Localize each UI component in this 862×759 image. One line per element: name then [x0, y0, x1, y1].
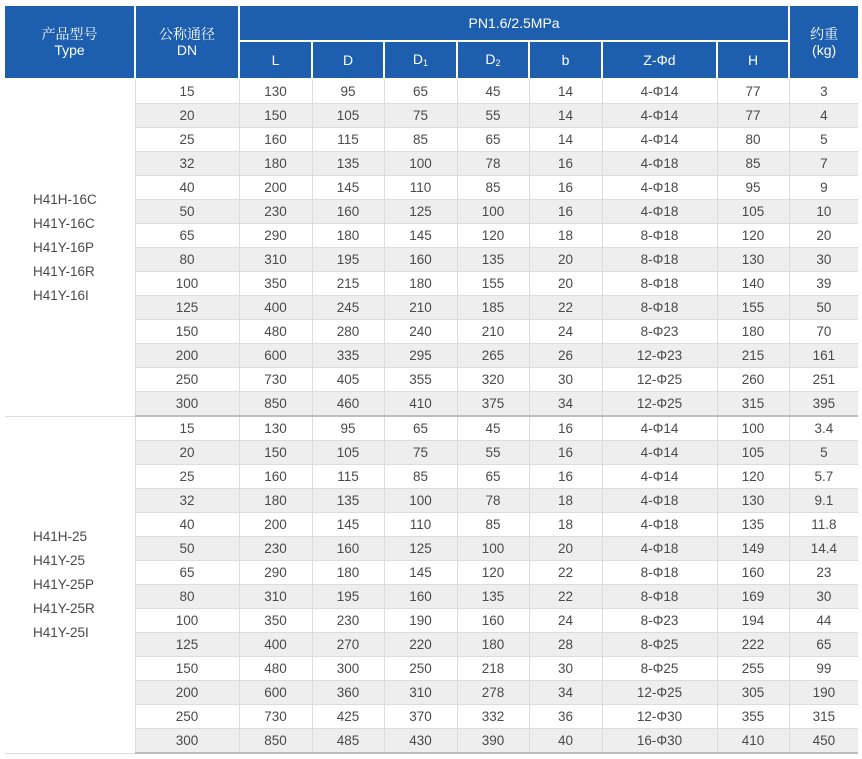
- table-cell: 120: [457, 561, 529, 585]
- table-cell: 14: [529, 79, 602, 104]
- table-cell: 155: [717, 296, 789, 320]
- table-cell: 300: [135, 392, 239, 417]
- table-cell: 20: [135, 104, 239, 128]
- table-cell: 222: [717, 633, 789, 657]
- table-cell: 70: [789, 320, 858, 344]
- table-cell: 125: [384, 537, 457, 561]
- header-col-d: [312, 41, 384, 79]
- table-cell: 180: [312, 224, 384, 248]
- table-cell: 9.1: [789, 489, 858, 513]
- table-cell: 65: [384, 79, 457, 104]
- table-body: [5, 79, 858, 753]
- table-cell: 8-Φ18: [602, 585, 717, 609]
- table-cell: 78: [457, 489, 529, 513]
- table-cell: 160: [717, 561, 789, 585]
- table-cell: 34: [529, 681, 602, 705]
- table-cell: 149: [717, 537, 789, 561]
- table-cell: 180: [457, 633, 529, 657]
- table-cell: 20: [529, 248, 602, 272]
- table-cell: 110: [384, 513, 457, 537]
- table-cell: 200: [239, 176, 312, 200]
- table-cell: 24: [529, 320, 602, 344]
- header-pressure: PN1.6/2.5MPa: [239, 6, 789, 41]
- table-cell: 350: [239, 609, 312, 633]
- table-cell: 30: [789, 248, 858, 272]
- table-cell: 135: [312, 489, 384, 513]
- table-cell: 180: [239, 152, 312, 176]
- table-cell: 200: [135, 344, 239, 368]
- header-type: [5, 6, 135, 79]
- table-cell: 105: [312, 441, 384, 465]
- table-cell: 44: [789, 609, 858, 633]
- table-cell: 360: [312, 681, 384, 705]
- table-cell: 350: [239, 272, 312, 296]
- table-cell: 850: [239, 729, 312, 754]
- table-cell: 135: [717, 513, 789, 537]
- table-cell: 85: [457, 176, 529, 200]
- model-type-label: H41H-25: [33, 528, 88, 544]
- table-cell: 250: [384, 657, 457, 681]
- table-cell: 100: [457, 537, 529, 561]
- table-cell: 23: [789, 561, 858, 585]
- table-cell: 335: [312, 344, 384, 368]
- table-cell: 12-Φ25: [602, 368, 717, 392]
- table-cell: 130: [717, 248, 789, 272]
- header-dn-cn: 公称通径: [159, 26, 215, 42]
- model-type-label: H41Y-25R: [33, 600, 95, 616]
- table-cell: 240: [384, 320, 457, 344]
- table-cell: 100: [135, 609, 239, 633]
- table-cell: 28: [529, 633, 602, 657]
- table-cell: 8-Φ18: [602, 296, 717, 320]
- table-cell: 8-Φ25: [602, 633, 717, 657]
- header-col-d2: [457, 41, 529, 79]
- table-cell: 155: [457, 272, 529, 296]
- table-cell: 425: [312, 705, 384, 729]
- table-cell: 405: [312, 368, 384, 392]
- table-cell: 24: [529, 609, 602, 633]
- table-cell: 120: [457, 224, 529, 248]
- table-row: [5, 416, 858, 441]
- table-cell: 150: [239, 441, 312, 465]
- table-cell: 25: [135, 128, 239, 152]
- table-cell: 200: [239, 513, 312, 537]
- model-type-label: H41Y-25: [33, 552, 86, 568]
- table-cell: 8-Φ25: [602, 657, 717, 681]
- model-type-label: H41Y-25P: [33, 576, 95, 592]
- table-cell: 85: [457, 513, 529, 537]
- header-dn-en: DN: [176, 42, 198, 58]
- table-cell: 332: [457, 705, 529, 729]
- table-cell: 22: [529, 585, 602, 609]
- model-type-label: H41Y-16P: [33, 239, 95, 255]
- table-cell: 185: [457, 296, 529, 320]
- table-cell: 8-Φ23: [602, 609, 717, 633]
- table-cell: 125: [384, 200, 457, 224]
- table-cell: 105: [717, 441, 789, 465]
- table-cell: 135: [312, 152, 384, 176]
- spec-table-container: [5, 6, 858, 754]
- table-cell: 251: [789, 368, 858, 392]
- table-cell: 230: [239, 200, 312, 224]
- table-cell: 22: [529, 561, 602, 585]
- table-cell: 14: [529, 104, 602, 128]
- table-cell: 65: [135, 561, 239, 585]
- table-cell: 850: [239, 392, 312, 417]
- valve-spec-table: [5, 6, 858, 754]
- table-row: [5, 79, 858, 104]
- table-cell: 430: [384, 729, 457, 754]
- table-cell: 145: [384, 561, 457, 585]
- table-cell: 310: [239, 248, 312, 272]
- table-cell: 14: [529, 128, 602, 152]
- table-cell: 4: [789, 104, 858, 128]
- table-cell: 30: [529, 657, 602, 681]
- header-col-label: D: [485, 51, 496, 67]
- table-cell: 4-Φ18: [602, 200, 717, 224]
- header-type-cn: 产品型号: [41, 26, 98, 42]
- table-cell: 32: [135, 152, 239, 176]
- table-cell: 3: [789, 79, 858, 104]
- table-cell: 65: [457, 465, 529, 489]
- table-cell: 215: [717, 344, 789, 368]
- table-cell: 110: [384, 176, 457, 200]
- header-col-subscript: 1: [423, 58, 429, 68]
- table-cell: 169: [717, 585, 789, 609]
- table-cell: 4-Φ18: [602, 176, 717, 200]
- header-weight-en: (kg): [812, 42, 837, 58]
- header-col-label: D: [412, 51, 424, 67]
- table-cell: 160: [239, 465, 312, 489]
- table-cell: 125: [135, 296, 239, 320]
- table-cell: 230: [239, 537, 312, 561]
- table-cell: 160: [239, 128, 312, 152]
- table-cell: 255: [717, 657, 789, 681]
- model-type-label: H41Y-16I: [33, 287, 89, 303]
- table-cell: 14.4: [789, 537, 858, 561]
- table-cell: 32: [135, 489, 239, 513]
- model-type-cell: [5, 79, 135, 416]
- table-cell: 4-Φ18: [602, 152, 717, 176]
- table-header: [5, 6, 858, 79]
- table-cell: 485: [312, 729, 384, 754]
- table-cell: 8-Φ18: [602, 248, 717, 272]
- table-cell: 7: [789, 152, 858, 176]
- model-type-label: H41Y-25I: [33, 624, 89, 640]
- table-cell: 105: [717, 200, 789, 224]
- table-cell: 12-Φ23: [602, 344, 717, 368]
- table-cell: 310: [239, 585, 312, 609]
- table-cell: 270: [312, 633, 384, 657]
- table-cell: 115: [312, 465, 384, 489]
- table-cell: 4-Φ14: [602, 128, 717, 152]
- table-cell: 130: [239, 416, 312, 441]
- table-cell: 105: [312, 104, 384, 128]
- table-cell: 4-Φ18: [602, 537, 717, 561]
- header-weight: [789, 6, 858, 79]
- table-cell: 12-Φ25: [602, 392, 717, 417]
- table-cell: 39: [789, 272, 858, 296]
- table-cell: 40: [529, 729, 602, 754]
- header-col-label: b: [561, 52, 570, 68]
- table-cell: 4-Φ14: [602, 465, 717, 489]
- table-cell: 10: [789, 200, 858, 224]
- table-cell: 80: [135, 248, 239, 272]
- table-cell: 15: [135, 79, 239, 104]
- table-cell: 11.8: [789, 513, 858, 537]
- table-cell: 45: [457, 79, 529, 104]
- table-cell: 290: [239, 561, 312, 585]
- table-cell: 100: [384, 152, 457, 176]
- table-cell: 95: [717, 176, 789, 200]
- table-cell: 99: [789, 657, 858, 681]
- table-cell: 161: [789, 344, 858, 368]
- table-cell: 300: [312, 657, 384, 681]
- table-cell: 50: [135, 537, 239, 561]
- table-cell: 230: [312, 609, 384, 633]
- header-col-b: [529, 41, 602, 79]
- table-cell: 210: [384, 296, 457, 320]
- table-cell: 135: [457, 585, 529, 609]
- table-cell: 3.4: [789, 416, 858, 441]
- model-type-label: H41Y-16R: [33, 263, 95, 279]
- table-cell: 12-Φ30: [602, 705, 717, 729]
- table-cell: 160: [384, 248, 457, 272]
- table-cell: 4-Φ14: [602, 441, 717, 465]
- table-cell: 218: [457, 657, 529, 681]
- table-cell: 85: [384, 465, 457, 489]
- model-type-label: H41H-16C: [33, 191, 97, 207]
- table-cell: 55: [457, 441, 529, 465]
- table-cell: 600: [239, 681, 312, 705]
- table-cell: 40: [135, 176, 239, 200]
- header-col-label: H: [747, 52, 759, 68]
- table-cell: 480: [239, 657, 312, 681]
- header-dn: [135, 6, 239, 79]
- table-cell: 5: [789, 441, 858, 465]
- table-cell: 20: [789, 224, 858, 248]
- table-cell: 730: [239, 705, 312, 729]
- table-cell: 65: [384, 416, 457, 441]
- table-cell: 4-Φ14: [602, 104, 717, 128]
- table-cell: 160: [384, 585, 457, 609]
- table-cell: 78: [457, 152, 529, 176]
- table-cell: 305: [717, 681, 789, 705]
- table-cell: 5: [789, 128, 858, 152]
- table-cell: 80: [717, 128, 789, 152]
- table-cell: 30: [789, 585, 858, 609]
- table-cell: 5.7: [789, 465, 858, 489]
- header-col-label: Z-Φd: [643, 52, 676, 68]
- table-cell: 50: [789, 296, 858, 320]
- table-cell: 65: [135, 224, 239, 248]
- table-cell: 8-Φ18: [602, 272, 717, 296]
- table-cell: 18: [529, 489, 602, 513]
- table-cell: 265: [457, 344, 529, 368]
- table-cell: 145: [384, 224, 457, 248]
- table-cell: 20: [529, 272, 602, 296]
- table-cell: 600: [239, 344, 312, 368]
- table-cell: 150: [135, 657, 239, 681]
- table-cell: 135: [457, 248, 529, 272]
- table-cell: 250: [135, 705, 239, 729]
- table-cell: 180: [384, 272, 457, 296]
- table-cell: 22: [529, 296, 602, 320]
- table-cell: 16: [529, 176, 602, 200]
- model-type-label: H41Y-16C: [33, 215, 95, 231]
- header-col-subscript: 2: [495, 58, 501, 68]
- table-cell: 16: [529, 441, 602, 465]
- table-cell: 16-Φ30: [602, 729, 717, 754]
- table-cell: 210: [457, 320, 529, 344]
- table-cell: 130: [717, 489, 789, 513]
- table-cell: 115: [312, 128, 384, 152]
- table-cell: 100: [384, 489, 457, 513]
- table-cell: 480: [239, 320, 312, 344]
- table-cell: 400: [239, 296, 312, 320]
- table-cell: 4-Φ14: [602, 416, 717, 441]
- table-cell: 250: [135, 368, 239, 392]
- table-cell: 180: [239, 489, 312, 513]
- table-cell: 190: [789, 681, 858, 705]
- table-cell: 260: [717, 368, 789, 392]
- header-col-d1: [384, 41, 457, 79]
- table-cell: 95: [312, 416, 384, 441]
- table-cell: 95: [312, 79, 384, 104]
- table-cell: 55: [457, 104, 529, 128]
- table-cell: 310: [384, 681, 457, 705]
- table-cell: 30: [529, 368, 602, 392]
- table-cell: 410: [384, 392, 457, 417]
- table-cell: 180: [312, 561, 384, 585]
- table-cell: 18: [529, 513, 602, 537]
- table-cell: 220: [384, 633, 457, 657]
- table-cell: 410: [717, 729, 789, 754]
- table-cell: 77: [717, 79, 789, 104]
- table-cell: 18: [529, 224, 602, 248]
- table-cell: 4-Φ14: [602, 79, 717, 104]
- table-cell: 160: [457, 609, 529, 633]
- model-type-cell: [5, 416, 135, 753]
- table-cell: 120: [717, 465, 789, 489]
- header-col-h: [717, 41, 789, 79]
- header-weight-cn: 约重: [810, 26, 839, 42]
- table-cell: 9: [789, 176, 858, 200]
- table-cell: 195: [312, 585, 384, 609]
- table-cell: 65: [789, 633, 858, 657]
- table-cell: 400: [239, 633, 312, 657]
- table-cell: 100: [135, 272, 239, 296]
- table-cell: 160: [312, 200, 384, 224]
- header-col-label: D: [342, 52, 354, 68]
- table-cell: 150: [135, 320, 239, 344]
- table-cell: 4-Φ18: [602, 489, 717, 513]
- table-cell: 12-Φ25: [602, 681, 717, 705]
- table-cell: 8-Φ23: [602, 320, 717, 344]
- table-cell: 395: [789, 392, 858, 417]
- table-cell: 300: [135, 729, 239, 754]
- table-cell: 16: [529, 465, 602, 489]
- table-cell: 315: [717, 392, 789, 417]
- table-cell: 8-Φ18: [602, 561, 717, 585]
- table-cell: 180: [717, 320, 789, 344]
- table-cell: 215: [312, 272, 384, 296]
- table-cell: 20: [135, 441, 239, 465]
- table-cell: 16: [529, 416, 602, 441]
- table-cell: 450: [789, 729, 858, 754]
- table-cell: 460: [312, 392, 384, 417]
- table-cell: 65: [457, 128, 529, 152]
- table-cell: 85: [384, 128, 457, 152]
- table-cell: 295: [384, 344, 457, 368]
- header-col-label: L: [271, 52, 280, 68]
- table-cell: 145: [312, 176, 384, 200]
- table-cell: 16: [529, 152, 602, 176]
- table-cell: 20: [529, 537, 602, 561]
- table-cell: 100: [457, 200, 529, 224]
- table-cell: 245: [312, 296, 384, 320]
- table-cell: 85: [717, 152, 789, 176]
- table-cell: 100: [717, 416, 789, 441]
- table-cell: 145: [312, 513, 384, 537]
- table-cell: 320: [457, 368, 529, 392]
- table-cell: 4-Φ18: [602, 513, 717, 537]
- table-cell: 120: [717, 224, 789, 248]
- table-cell: 50: [135, 200, 239, 224]
- header-col-z-phi-d: [602, 41, 717, 79]
- table-cell: 355: [384, 368, 457, 392]
- table-cell: 375: [457, 392, 529, 417]
- table-cell: 200: [135, 681, 239, 705]
- table-cell: 355: [717, 705, 789, 729]
- table-cell: 150: [239, 104, 312, 128]
- table-cell: 195: [312, 248, 384, 272]
- table-cell: 140: [717, 272, 789, 296]
- table-cell: 390: [457, 729, 529, 754]
- table-cell: 190: [384, 609, 457, 633]
- table-cell: 34: [529, 392, 602, 417]
- table-cell: 315: [789, 705, 858, 729]
- table-cell: 36: [529, 705, 602, 729]
- table-cell: 280: [312, 320, 384, 344]
- table-cell: 160: [312, 537, 384, 561]
- table-cell: 45: [457, 416, 529, 441]
- table-cell: 278: [457, 681, 529, 705]
- table-cell: 75: [384, 104, 457, 128]
- table-cell: 25: [135, 465, 239, 489]
- table-cell: 15: [135, 416, 239, 441]
- table-cell: 370: [384, 705, 457, 729]
- table-cell: 77: [717, 104, 789, 128]
- table-cell: 40: [135, 513, 239, 537]
- table-cell: 75: [384, 441, 457, 465]
- table-cell: 26: [529, 344, 602, 368]
- table-cell: 16: [529, 200, 602, 224]
- table-cell: 730: [239, 368, 312, 392]
- table-cell: 194: [717, 609, 789, 633]
- table-cell: 80: [135, 585, 239, 609]
- table-cell: 290: [239, 224, 312, 248]
- header-type-en: Type: [54, 42, 85, 58]
- table-cell: 130: [239, 79, 312, 104]
- table-cell: 8-Φ18: [602, 224, 717, 248]
- header-col-l: [239, 41, 312, 79]
- table-cell: 125: [135, 633, 239, 657]
